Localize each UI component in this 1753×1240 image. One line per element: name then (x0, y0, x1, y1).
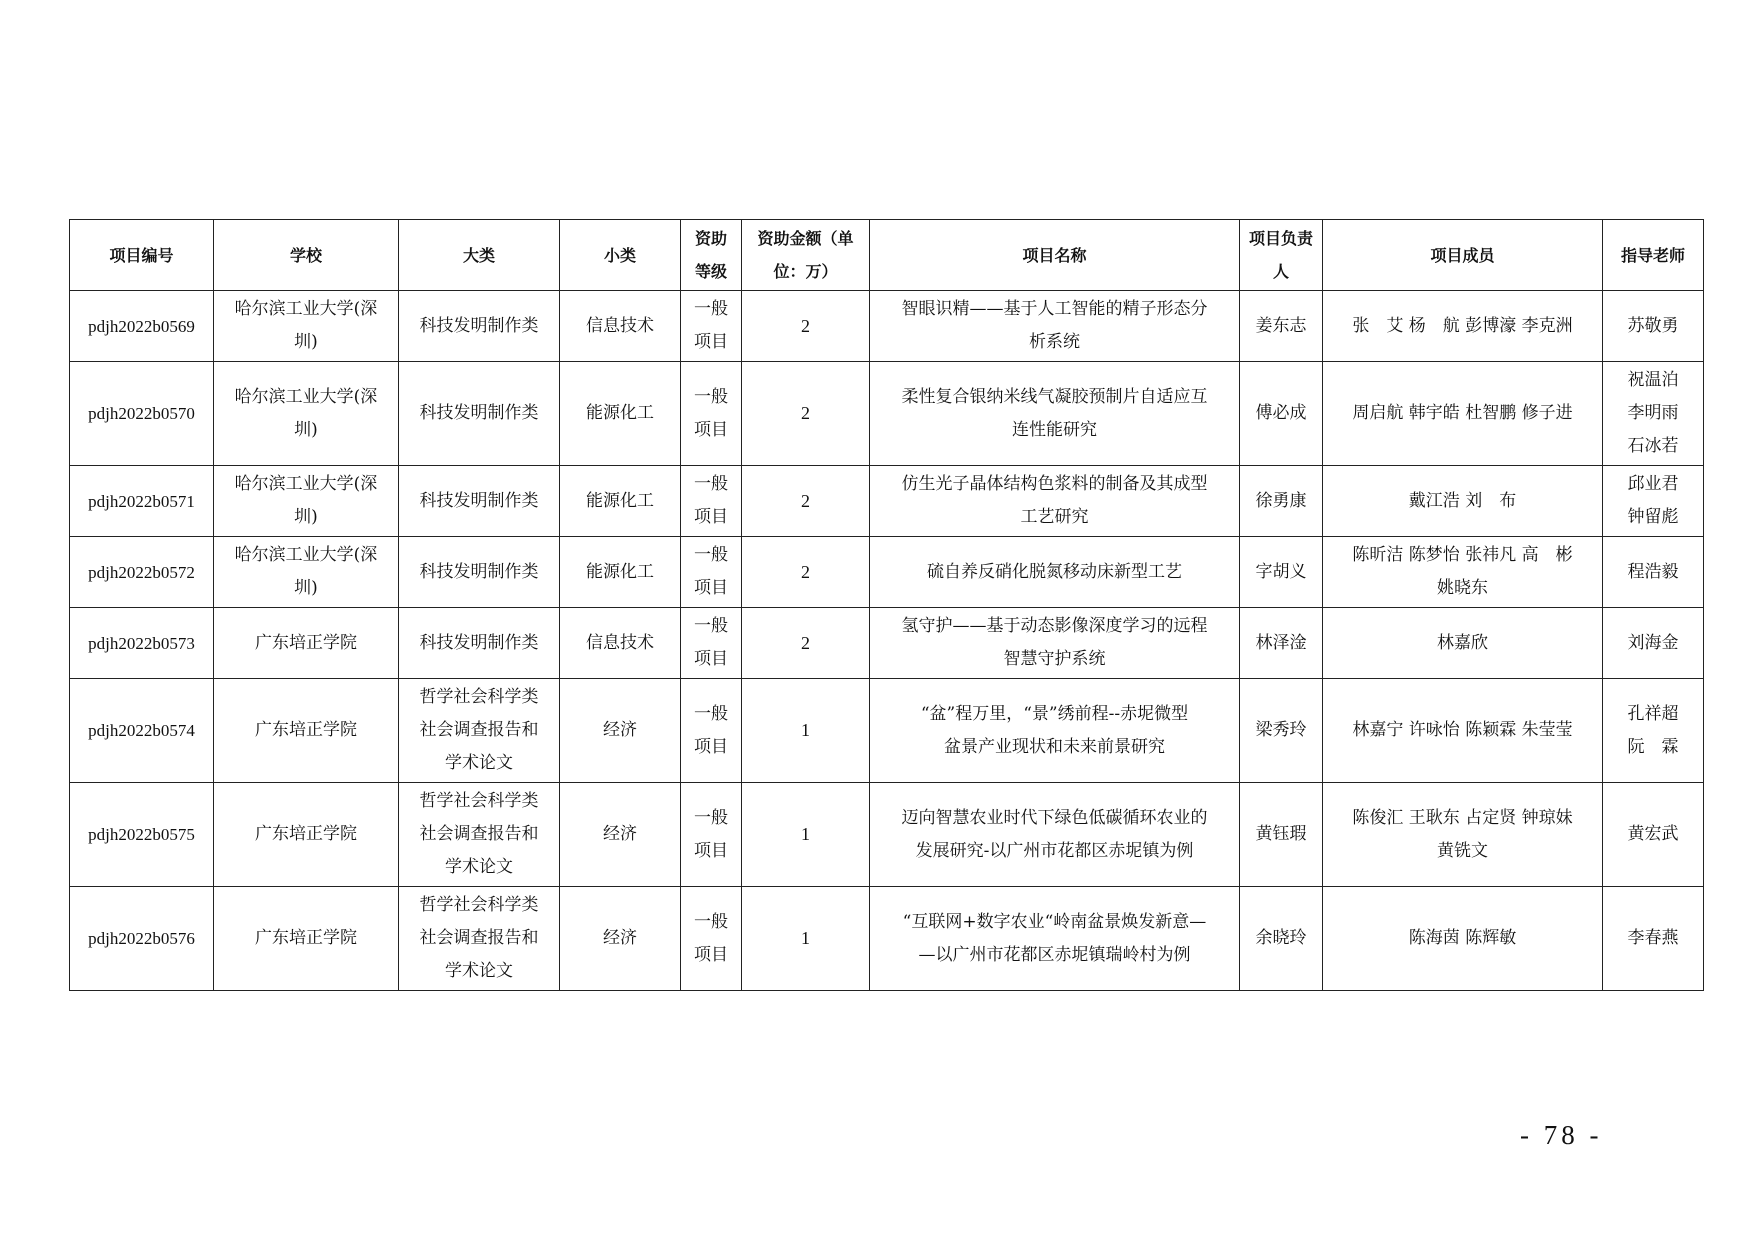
cell-school-line: 广东培正学院 (255, 824, 357, 844)
cell-category (399, 608, 560, 679)
cell-project-name-line: 析系统 (1029, 332, 1080, 352)
cell-project-name-line: 氢守护——基于动态影像深度学习的远程 (901, 616, 1208, 636)
cell-leader: 字胡义 (1240, 537, 1323, 608)
cell-category-line: 学术论文 (445, 753, 513, 773)
cell-funding-level-line: 项目 (694, 332, 728, 352)
cell-category (399, 362, 560, 466)
cell-category (399, 783, 560, 887)
cell-school-line: 广东培正学院 (255, 720, 357, 740)
cell-funding-level-line: 一般 (694, 703, 728, 724)
cell-advisors-line: 李明雨 (1627, 403, 1679, 423)
cell-project-name (870, 466, 1240, 537)
cell-advisors-line: 祝温泊 (1627, 370, 1679, 390)
cell-advisors (1603, 783, 1704, 887)
cell-project-name (870, 887, 1240, 991)
cell-project-id: pdjh2022b0573 (70, 608, 214, 679)
cell-project-name-line: 连性能研究 (1012, 419, 1097, 440)
cell-school (214, 466, 399, 537)
cell-advisors-line: 苏敬勇 (1627, 315, 1679, 336)
cell-school (214, 608, 399, 679)
cell-school-line: 圳) (294, 507, 318, 527)
cell-leader: 徐勇康 (1240, 466, 1323, 537)
cell-funding-level-line: 项目 (694, 649, 728, 669)
header-leader (1240, 220, 1323, 291)
table-body (70, 291, 1704, 991)
cell-school-line: 哈尔滨工业大学(深 (234, 299, 378, 319)
cell-members (1323, 783, 1603, 887)
cell-funding-level-line: 项目 (694, 840, 728, 861)
cell-project-id: pdjh2022b0575 (70, 783, 214, 887)
header-line: 指导老师 (1620, 245, 1685, 265)
table-row (70, 362, 1704, 466)
cell-category (399, 291, 560, 362)
project-table (69, 219, 1704, 991)
cell-advisors-line: 刘海金 (1627, 632, 1679, 653)
cell-project-id: pdjh2022b0570 (70, 362, 214, 466)
cell-funding-level-line: 项目 (694, 944, 728, 965)
cell-funding-level (681, 537, 742, 608)
cell-funding-level-line: 一般 (694, 616, 728, 636)
cell-project-name (870, 783, 1240, 887)
cell-funding-level-line: 项目 (694, 419, 728, 440)
cell-funding-amount: 1 (742, 783, 870, 887)
table-row (70, 466, 1704, 537)
cell-category (399, 537, 560, 608)
cell-project-name-line: 硫自养反硝化脱氮移动床新型工艺 (927, 561, 1182, 582)
cell-project-id: pdjh2022b0571 (70, 466, 214, 537)
table-row (70, 291, 1704, 362)
cell-category-line: 哲学社会科学类 (419, 791, 539, 811)
cell-project-id: pdjh2022b0576 (70, 887, 214, 991)
cell-advisors-line: 黄宏武 (1627, 824, 1679, 844)
cell-subcategory: 经济 (560, 783, 681, 887)
cell-category-line: 社会调查报告和 (419, 720, 539, 740)
cell-category-line: 科技发明制作类 (419, 561, 539, 582)
cell-category-line: 社会调查报告和 (419, 824, 539, 844)
cell-members-line: 张 艾 杨 航 彭博濠 李克洲 (1352, 315, 1573, 336)
cell-project-id: pdjh2022b0574 (70, 679, 214, 783)
cell-advisors-line: 孔祥超 (1627, 703, 1679, 724)
cell-project-name-line: 迈向智慧农业时代下绿色低碳循环农业的 (901, 807, 1208, 828)
cell-category (399, 887, 560, 991)
cell-category-line: 学术论文 (445, 857, 513, 877)
table-row (70, 887, 1704, 991)
header-category (399, 220, 560, 291)
cell-funding-level-line: 一般 (694, 807, 728, 828)
header-advisor (1603, 220, 1704, 291)
table-row (70, 537, 1704, 608)
header-line: 项目编号 (109, 245, 174, 265)
cell-advisors (1603, 608, 1704, 679)
cell-advisors (1603, 466, 1704, 537)
cell-advisors-line: 邱业君 (1627, 474, 1679, 494)
cell-school-line: 哈尔滨工业大学(深 (234, 386, 378, 407)
cell-members-line: 周启航 韩宇皓 杜智鹏 修子进 (1352, 403, 1573, 423)
header-line: （单位：万） (773, 229, 854, 281)
header-funding-amount (742, 220, 870, 291)
cell-members (1323, 679, 1603, 783)
cell-advisors (1603, 362, 1704, 466)
cell-advisors-line: 阮 霖 (1627, 736, 1679, 757)
cell-funding-level (681, 679, 742, 783)
cell-leader: 梁秀玲 (1240, 679, 1323, 783)
table-row (70, 783, 1704, 887)
header-subcategory (560, 220, 681, 291)
cell-funding-level (681, 291, 742, 362)
cell-funding-level-line: 项目 (694, 578, 728, 598)
cell-school-line: 圳) (294, 419, 318, 440)
cell-school (214, 679, 399, 783)
header-funding-level (681, 220, 742, 291)
cell-funding-level-line: 一般 (694, 386, 728, 407)
cell-project-id: pdjh2022b0572 (70, 537, 214, 608)
cell-advisors-line: 程浩毅 (1627, 561, 1679, 582)
cell-project-name-line: 智眼识精——基于人工智能的精子形态分 (901, 299, 1208, 319)
cell-leader: 林泽淦 (1240, 608, 1323, 679)
cell-advisors-line: 钟留彪 (1627, 507, 1679, 527)
cell-school-line: 圳) (294, 332, 318, 352)
cell-category (399, 679, 560, 783)
cell-category-line: 哲学社会科学类 (419, 895, 539, 915)
header-members (1323, 220, 1603, 291)
cell-members-line: 戴江浩 刘 布 (1408, 490, 1517, 511)
cell-school-line: 广东培正学院 (255, 928, 357, 948)
header-line: 项目成员 (1430, 245, 1495, 265)
header-line: 等级 (694, 262, 727, 281)
cell-members (1323, 291, 1603, 362)
cell-subcategory: 经济 (560, 887, 681, 991)
cell-funding-level (681, 608, 742, 679)
cell-leader: 姜东志 (1240, 291, 1323, 362)
cell-school (214, 362, 399, 466)
cell-school-line: 广东培正学院 (255, 632, 357, 653)
cell-project-name-line: “盆”程万里，“景”绣前程--赤坭微型 (920, 703, 1189, 724)
cell-members-line: 陈海茵 陈辉敏 (1408, 928, 1517, 948)
cell-project-name-line: 柔性复合银纳米线气凝胶预制片自适应互 (901, 386, 1208, 407)
cell-project-name-line: 发展研究-以广州市花都区赤坭镇为例 (915, 840, 1194, 861)
cell-funding-amount: 2 (742, 537, 870, 608)
header-line: 资助 (694, 229, 727, 248)
cell-funding-amount: 1 (742, 679, 870, 783)
cell-members-line: 林嘉欣 (1437, 632, 1488, 653)
cell-funding-level-line: 项目 (694, 507, 728, 527)
cell-school (214, 887, 399, 991)
cell-members (1323, 608, 1603, 679)
cell-project-name (870, 362, 1240, 466)
cell-school (214, 291, 399, 362)
header-project-name (870, 220, 1240, 291)
cell-project-name (870, 608, 1240, 679)
cell-project-name-line: 工艺研究 (1020, 507, 1089, 527)
cell-members-line: 林嘉宁 许咏怡 陈颖霖 朱莹莹 (1352, 720, 1573, 740)
cell-members (1323, 362, 1603, 466)
table-row (70, 679, 1704, 783)
cell-school-line: 哈尔滨工业大学(深 (234, 545, 378, 565)
cell-subcategory: 能源化工 (560, 362, 681, 466)
header-school (214, 220, 399, 291)
cell-members (1323, 537, 1603, 608)
cell-project-id: pdjh2022b0569 (70, 291, 214, 362)
table-row (70, 608, 1704, 679)
cell-advisors-line: 石冰若 (1627, 436, 1679, 456)
cell-funding-amount: 2 (742, 291, 870, 362)
cell-funding-amount: 1 (742, 887, 870, 991)
cell-advisors (1603, 291, 1704, 362)
cell-subcategory: 能源化工 (560, 537, 681, 608)
cell-funding-level-line: 一般 (694, 474, 728, 494)
header-line: 大类 (462, 245, 495, 265)
cell-project-name-line: 智慧守护系统 (1003, 649, 1106, 669)
cell-members-line: 陈俊汇 王耿东 占定贤 钟琼妹 (1352, 807, 1573, 828)
cell-category-line: 科技发明制作类 (419, 315, 539, 336)
cell-funding-level (681, 362, 742, 466)
header-line: 资助金额 (757, 229, 822, 248)
header-line: 项目 (1248, 229, 1281, 248)
cell-members-line: 姚晓东 (1437, 578, 1488, 598)
cell-funding-amount: 2 (742, 608, 870, 679)
cell-leader: 余晓玲 (1240, 887, 1323, 991)
cell-school-line: 哈尔滨工业大学(深 (234, 474, 378, 494)
cell-members (1323, 466, 1603, 537)
cell-funding-level-line: 项目 (694, 736, 728, 757)
page-number: - 78 - (1520, 1120, 1603, 1150)
cell-project-name-line: “互联网+数字农业“岭南盆景焕发新意— (902, 911, 1207, 932)
cell-project-name (870, 679, 1240, 783)
cell-leader: 黄钰瑕 (1240, 783, 1323, 887)
cell-funding-level (681, 466, 742, 537)
cell-project-name-line: —以广州市花都区赤坭镇瑞岭村为例 (918, 944, 1191, 965)
cell-leader: 傅必成 (1240, 362, 1323, 466)
cell-category-line: 哲学社会科学类 (419, 687, 539, 707)
header-line: 负责人 (1272, 229, 1314, 281)
cell-members (1323, 887, 1603, 991)
header-project-id (70, 220, 214, 291)
cell-advisors (1603, 537, 1704, 608)
cell-school (214, 537, 399, 608)
cell-funding-level-line: 一般 (694, 299, 728, 319)
cell-subcategory: 能源化工 (560, 466, 681, 537)
cell-category-line: 社会调查报告和 (419, 928, 539, 948)
cell-subcategory: 信息技术 (560, 291, 681, 362)
cell-category-line: 科技发明制作类 (419, 403, 539, 423)
table-header-row (70, 220, 1704, 291)
cell-subcategory: 经济 (560, 679, 681, 783)
cell-funding-amount: 2 (742, 466, 870, 537)
cell-project-name (870, 537, 1240, 608)
header-line: 小类 (603, 245, 636, 265)
cell-category-line: 学术论文 (445, 961, 513, 981)
cell-advisors (1603, 887, 1704, 991)
cell-project-name-line: 盆景产业现状和未来前景研究 (944, 736, 1165, 757)
cell-category-line: 科技发明制作类 (419, 632, 539, 653)
cell-school (214, 783, 399, 887)
cell-category (399, 466, 560, 537)
cell-school-line: 圳) (294, 578, 318, 598)
cell-funding-level (681, 887, 742, 991)
cell-funding-level-line: 一般 (694, 911, 728, 932)
cell-funding-amount: 2 (742, 362, 870, 466)
cell-advisors (1603, 679, 1704, 783)
cell-project-name-line: 仿生光子晶体结构色浆料的制备及其成型 (901, 474, 1208, 494)
cell-subcategory: 信息技术 (560, 608, 681, 679)
cell-project-name (870, 291, 1240, 362)
cell-category-line: 科技发明制作类 (419, 490, 539, 511)
cell-funding-level-line: 一般 (694, 545, 728, 565)
cell-members-line: 陈昕洁 陈梦怡 张祎凡 高 彬 (1352, 545, 1573, 565)
header-line: 学校 (289, 245, 322, 265)
cell-advisors-line: 李春燕 (1627, 928, 1679, 948)
header-line: 项目名称 (1022, 245, 1087, 265)
cell-members-line: 黄铣文 (1437, 840, 1488, 861)
cell-funding-level (681, 783, 742, 887)
